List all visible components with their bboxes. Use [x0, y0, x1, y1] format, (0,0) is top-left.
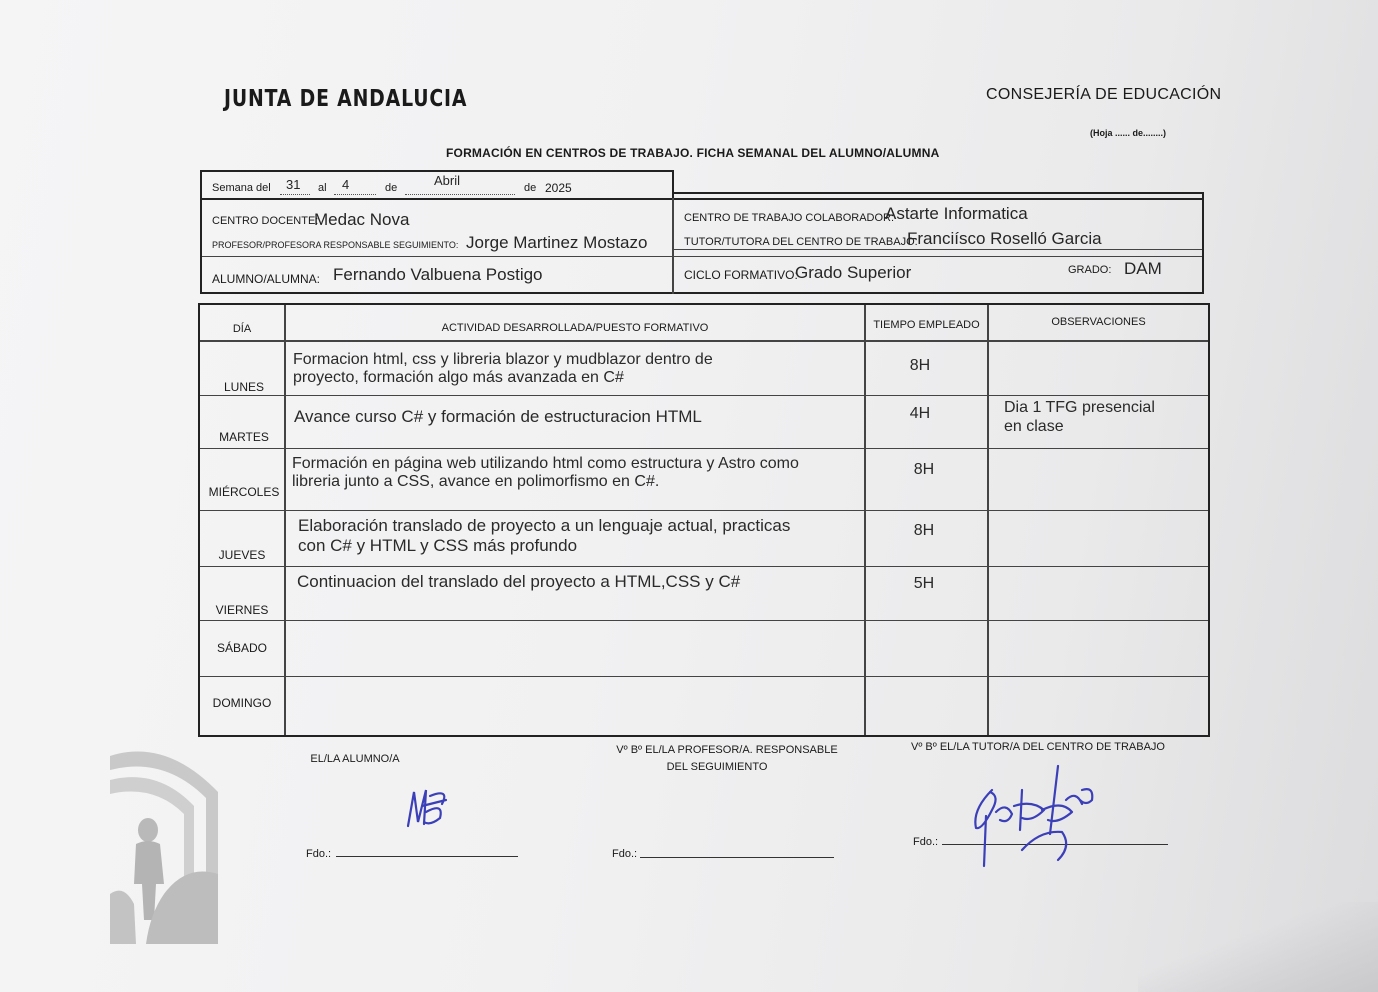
- ciclo-label: CICLO FORMATIVO:: [684, 268, 798, 282]
- andalucia-emblem-icon: [106, 744, 226, 944]
- consejeria-header: CONSEJERÍA DE EDUCACIÓN: [986, 86, 1222, 103]
- table-row-divider: [200, 566, 1208, 567]
- centro-trabajo-label: CENTRO DE TRABAJO COLABORADOR:: [684, 212, 895, 224]
- student-signature-label: EL/LA ALUMNO/A: [310, 753, 400, 765]
- time-jueves: 8H: [913, 522, 935, 539]
- table-col-time: [987, 305, 989, 735]
- activity-jueves-line-2: con C# y HTML y CSS más profundo: [298, 536, 578, 555]
- week-to: 4: [342, 177, 350, 192]
- week-month: Abril: [434, 173, 461, 188]
- tutor-value: Franciísco Roselló Garcia: [907, 229, 1102, 248]
- info-divider-vertical: [672, 198, 674, 294]
- tutor-signature-label: Vº Bº EL/LA TUTOR/A DEL CENTRO DE TRABAJO: [911, 741, 1165, 753]
- week-year: 2025: [545, 181, 572, 195]
- day-martes: MARTES: [219, 430, 269, 444]
- profesor-label: PROFESOR/PROFESORA RESPONSABLE SEGUIMIENTO:: [212, 240, 459, 250]
- teacher-fdo: Fdo.:: [612, 848, 638, 860]
- student-fdo: Fdo.:: [306, 848, 332, 860]
- student-fdo-line: [336, 856, 518, 857]
- time-lunes: 8H: [909, 357, 931, 374]
- activity-miercoles-line-2: libreria junto a CSS, avance en polimorfismo en C#.: [292, 473, 660, 490]
- activity-viernes-line-1: Continuacion del translado del proyecto a HTML,CSS y C#: [297, 572, 741, 591]
- week-to-dots: [334, 194, 376, 195]
- info-box-right-top: [672, 192, 1204, 200]
- activity-lunes-line-2: proyecto, formación algo más avanzada en C#: [293, 369, 624, 386]
- grado-label: GRADO:: [1068, 264, 1112, 276]
- table-row-divider: [200, 448, 1208, 449]
- centro-trabajo-value: Astarte Informatica: [885, 204, 1028, 223]
- centro-docente-label: CENTRO DOCENTE:: [212, 215, 319, 227]
- header-day: DÍA: [232, 323, 252, 335]
- activity-martes-line-1: Avance curso C# y formación de estructuracion HTML: [294, 407, 702, 426]
- week-from-dots: [280, 194, 310, 195]
- obs-martes-line-2: en clase: [1004, 418, 1064, 435]
- time-miercoles: 8H: [913, 461, 935, 478]
- centro-docente-value: Medac Nova: [314, 210, 410, 229]
- week-to-label: al: [318, 182, 327, 194]
- info-divider-right: [674, 249, 1202, 250]
- day-jueves: JUEVES: [218, 548, 266, 562]
- time-viernes: 5H: [913, 575, 935, 592]
- time-martes: 4H: [909, 405, 931, 422]
- activity-lunes-line-1: Formacion html, css y libreria blazor y mudblazor dentro de: [293, 351, 713, 368]
- day-sabado: SÁBADO: [216, 641, 267, 655]
- grado-value: DAM: [1124, 259, 1162, 278]
- tutor-signature: [962, 760, 1112, 870]
- day-lunes: LUNES: [223, 380, 264, 394]
- week-of-label: de: [385, 182, 398, 194]
- sheet-shadow: [1138, 902, 1378, 992]
- day-domingo: DOMINGO: [212, 696, 272, 710]
- activity-miercoles-line-1: Formación en página web utilizando html como estructura y Astro como: [292, 455, 799, 472]
- teacher-fdo-line: [640, 857, 834, 858]
- tutor-label: TUTOR/TUTORA DEL CENTRO DE TRABAJO:: [684, 236, 918, 248]
- week-year-label: de: [524, 182, 537, 194]
- week-from: 31: [286, 177, 301, 192]
- ciclo-value: Grado Superior: [795, 263, 912, 282]
- day-viernes: VIERNES: [215, 603, 269, 617]
- table-row-divider: [200, 395, 1208, 396]
- activity-jueves-line-1: Elaboración translado de proyecto a un lenguaje actual, practicas: [298, 516, 791, 535]
- alumno-label: ALUMNO/ALUMNA:: [212, 272, 321, 286]
- week-label: Semana del: [212, 182, 271, 194]
- header-time: TIEMPO EMPLEADO: [873, 319, 980, 331]
- teacher-signature-label-1: Vº Bº EL/LA PROFESOR/A. RESPONSABLE: [616, 744, 838, 756]
- day-miercoles: MIÉRCOLES: [208, 485, 280, 499]
- student-signature: [400, 782, 460, 832]
- obs-martes-line-1: Dia 1 TFG presencial: [1004, 399, 1155, 416]
- tutor-fdo: Fdo.:: [913, 836, 939, 848]
- sheet-number: (Hoja ...... de........): [1090, 128, 1167, 138]
- table-row-divider: [200, 340, 1208, 342]
- form-title: FORMACIÓN EN CENTROS DE TRABAJO. FICHA SEMANAL DEL ALUMNO/ALUMNA: [446, 146, 940, 160]
- header-activity: ACTIVIDAD DESARROLLADA/PUESTO FORMATIVO: [441, 322, 709, 334]
- table-row-divider: [200, 620, 1208, 621]
- header-observations: OBSERVACIONES: [1051, 316, 1146, 328]
- table-col-day: [284, 305, 286, 735]
- table-row-divider: [200, 510, 1208, 511]
- week-month-dots: [405, 194, 515, 195]
- alumno-value: Fernando Valbuena Postigo: [333, 265, 543, 284]
- info-divider-horizontal: [202, 256, 1202, 257]
- teacher-signature-label-2: DEL SEGUIMIENTO: [666, 761, 768, 773]
- table-row-divider: [200, 676, 1208, 677]
- junta-header: JUNTA DE ANDALUCIA: [224, 86, 468, 112]
- profesor-value: Jorge Martinez Mostazo: [466, 233, 648, 252]
